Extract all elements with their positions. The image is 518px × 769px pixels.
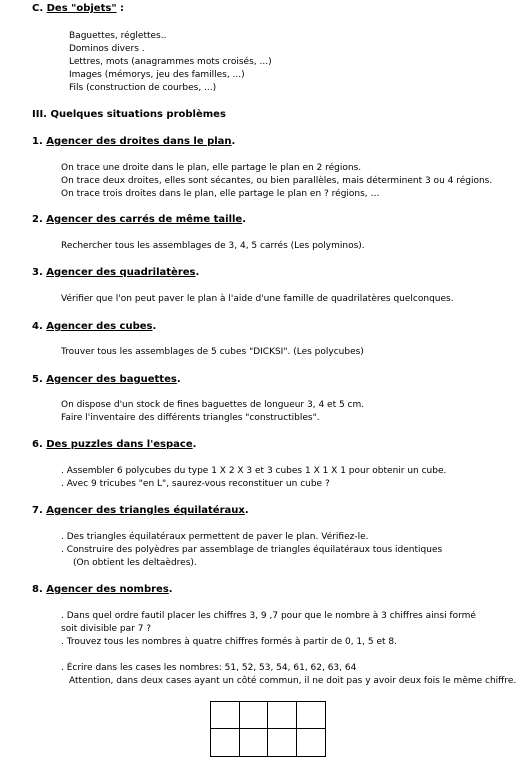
list-item: Lettres, mots (anagrammes mots croisés, ...): [69, 57, 272, 67]
problem-title: Agencer des carrés de même taille: [46, 214, 243, 225]
problem-number: 5.: [32, 374, 43, 385]
problem-number: 3.: [32, 267, 43, 278]
grid-cell: [211, 702, 240, 729]
problem-line: On trace deux droites, elles sont sécantes, ou bien parallèles, mais déterminent 3 ou 4 régions.: [61, 176, 493, 186]
list-item: Baguettes, réglettes..: [69, 31, 167, 41]
problem-line: . Écrire dans les cases les nombres: 51, 52, 53, 54, 61, 62, 63, 64: [61, 663, 357, 673]
problem-title: Agencer des cubes: [46, 321, 153, 332]
problem-title: Agencer des triangles équilatéraux: [46, 505, 245, 516]
problem-heading: 3. Agencer des quadrilatères.: [32, 267, 200, 278]
problem-number: 7.: [32, 505, 43, 516]
problem-line: On trace trois droites dans le plan, elle partage le plan en ? régions, …: [61, 189, 380, 199]
grid-cell: [240, 702, 269, 729]
problem-title: Agencer des baguettes: [46, 374, 177, 385]
problem-line: Trouver tous les assemblages de 5 cubes "DICKSI". (Les polycubes): [61, 347, 364, 357]
grid-cell: [268, 729, 297, 756]
problem-line: Faire l'inventaire des différents triangles "constructibles".: [61, 413, 320, 423]
problem-line: Attention, dans deux cases ayant un côté commun, il ne doit pas y avoir deux fois le même chiffre.: [69, 676, 517, 686]
problem-number: 6.: [32, 439, 43, 450]
problem-number: 8.: [32, 584, 43, 595]
problem-number: 1.: [32, 136, 43, 147]
grid-cell: [240, 729, 269, 756]
problem-heading: 6. Des puzzles dans l'espace.: [32, 439, 197, 450]
section-c-prefix: C.: [32, 3, 44, 14]
grid-cell: [268, 702, 297, 729]
grid-cell: [211, 729, 240, 756]
problem-heading: 2. Agencer des carrés de même taille.: [32, 214, 247, 225]
problem-title: Des puzzles dans l'espace: [46, 439, 193, 450]
problem-line: . Construire des polyèdres par assemblage de triangles équilatéraux tous identiques: [61, 545, 443, 555]
list-item: Dominos divers .: [69, 44, 145, 54]
problem-line: soit divisible par 7 ?: [61, 624, 152, 634]
list-item: Fils (construction de courbes, ...): [69, 83, 217, 93]
problem-title: Agencer des droites dans le plan: [46, 136, 232, 147]
problem-line: Vérifier que l'on peut paver le plan à l'aide d'une famille de quadrilatères quelconques.: [61, 294, 454, 304]
section-c-suffix: :: [116, 3, 125, 14]
section-iii-heading: III. Quelques situations problèmes: [32, 109, 226, 120]
grid-cell: [297, 702, 326, 729]
list-item: Images (mémorys, jeu des familles, ...): [69, 70, 245, 80]
problem-line: . Des triangles équilatéraux permettent de paver le plan. Vérifiez-le.: [61, 532, 369, 542]
problem-title: Agencer des nombres: [46, 584, 169, 595]
section-c-heading: [32, 3, 124, 15]
problem-heading: 1. Agencer des droites dans le plan.: [32, 136, 236, 147]
problem-line: Rechercher tous les assemblages de 3, 4, 5 carrés (Les polyminos).: [61, 241, 365, 251]
problem-line: . Trouvez tous les nombres à quatre chiffres formés à partir de 0, 1, 5 et 8.: [61, 637, 397, 647]
problem-title: Agencer des quadrilatères: [46, 267, 196, 278]
problem-line: . Avec 9 tricubes "en L", saurez-vous reconstituer un cube ?: [61, 479, 330, 489]
problem-heading: 8. Agencer des nombres.: [32, 584, 173, 595]
problem-heading: 7. Agencer des triangles équilatéraux.: [32, 505, 249, 516]
problem-line: On trace une droite dans le plan, elle partage le plan en 2 régions.: [61, 163, 362, 173]
grid-cell: [297, 729, 326, 756]
problem-number: 2.: [32, 214, 43, 225]
problem-line: On dispose d'un stock de fines baguettes de longueur 3, 4 et 5 cm.: [61, 400, 365, 410]
problem-heading: 4. Agencer des cubes.: [32, 321, 157, 332]
section-c-title: Des "objets": [46, 3, 117, 14]
problem-heading: 5. Agencer des baguettes.: [32, 374, 181, 385]
problem-line: . Dans quel ordre fautil placer les chiffres 3, 9 ,7 pour que le nombre à 3 chiffres ainsi formé: [61, 611, 476, 621]
problem-number: 4.: [32, 321, 43, 332]
problem-line: . Assembler 6 polycubes du type 1 X 2 X 3 et 3 cubes 1 X 1 X 1 pour obtenir un cube.: [61, 466, 447, 476]
problem-line: (On obtient les deltaèdres).: [73, 558, 197, 568]
number-grid: [210, 701, 326, 757]
